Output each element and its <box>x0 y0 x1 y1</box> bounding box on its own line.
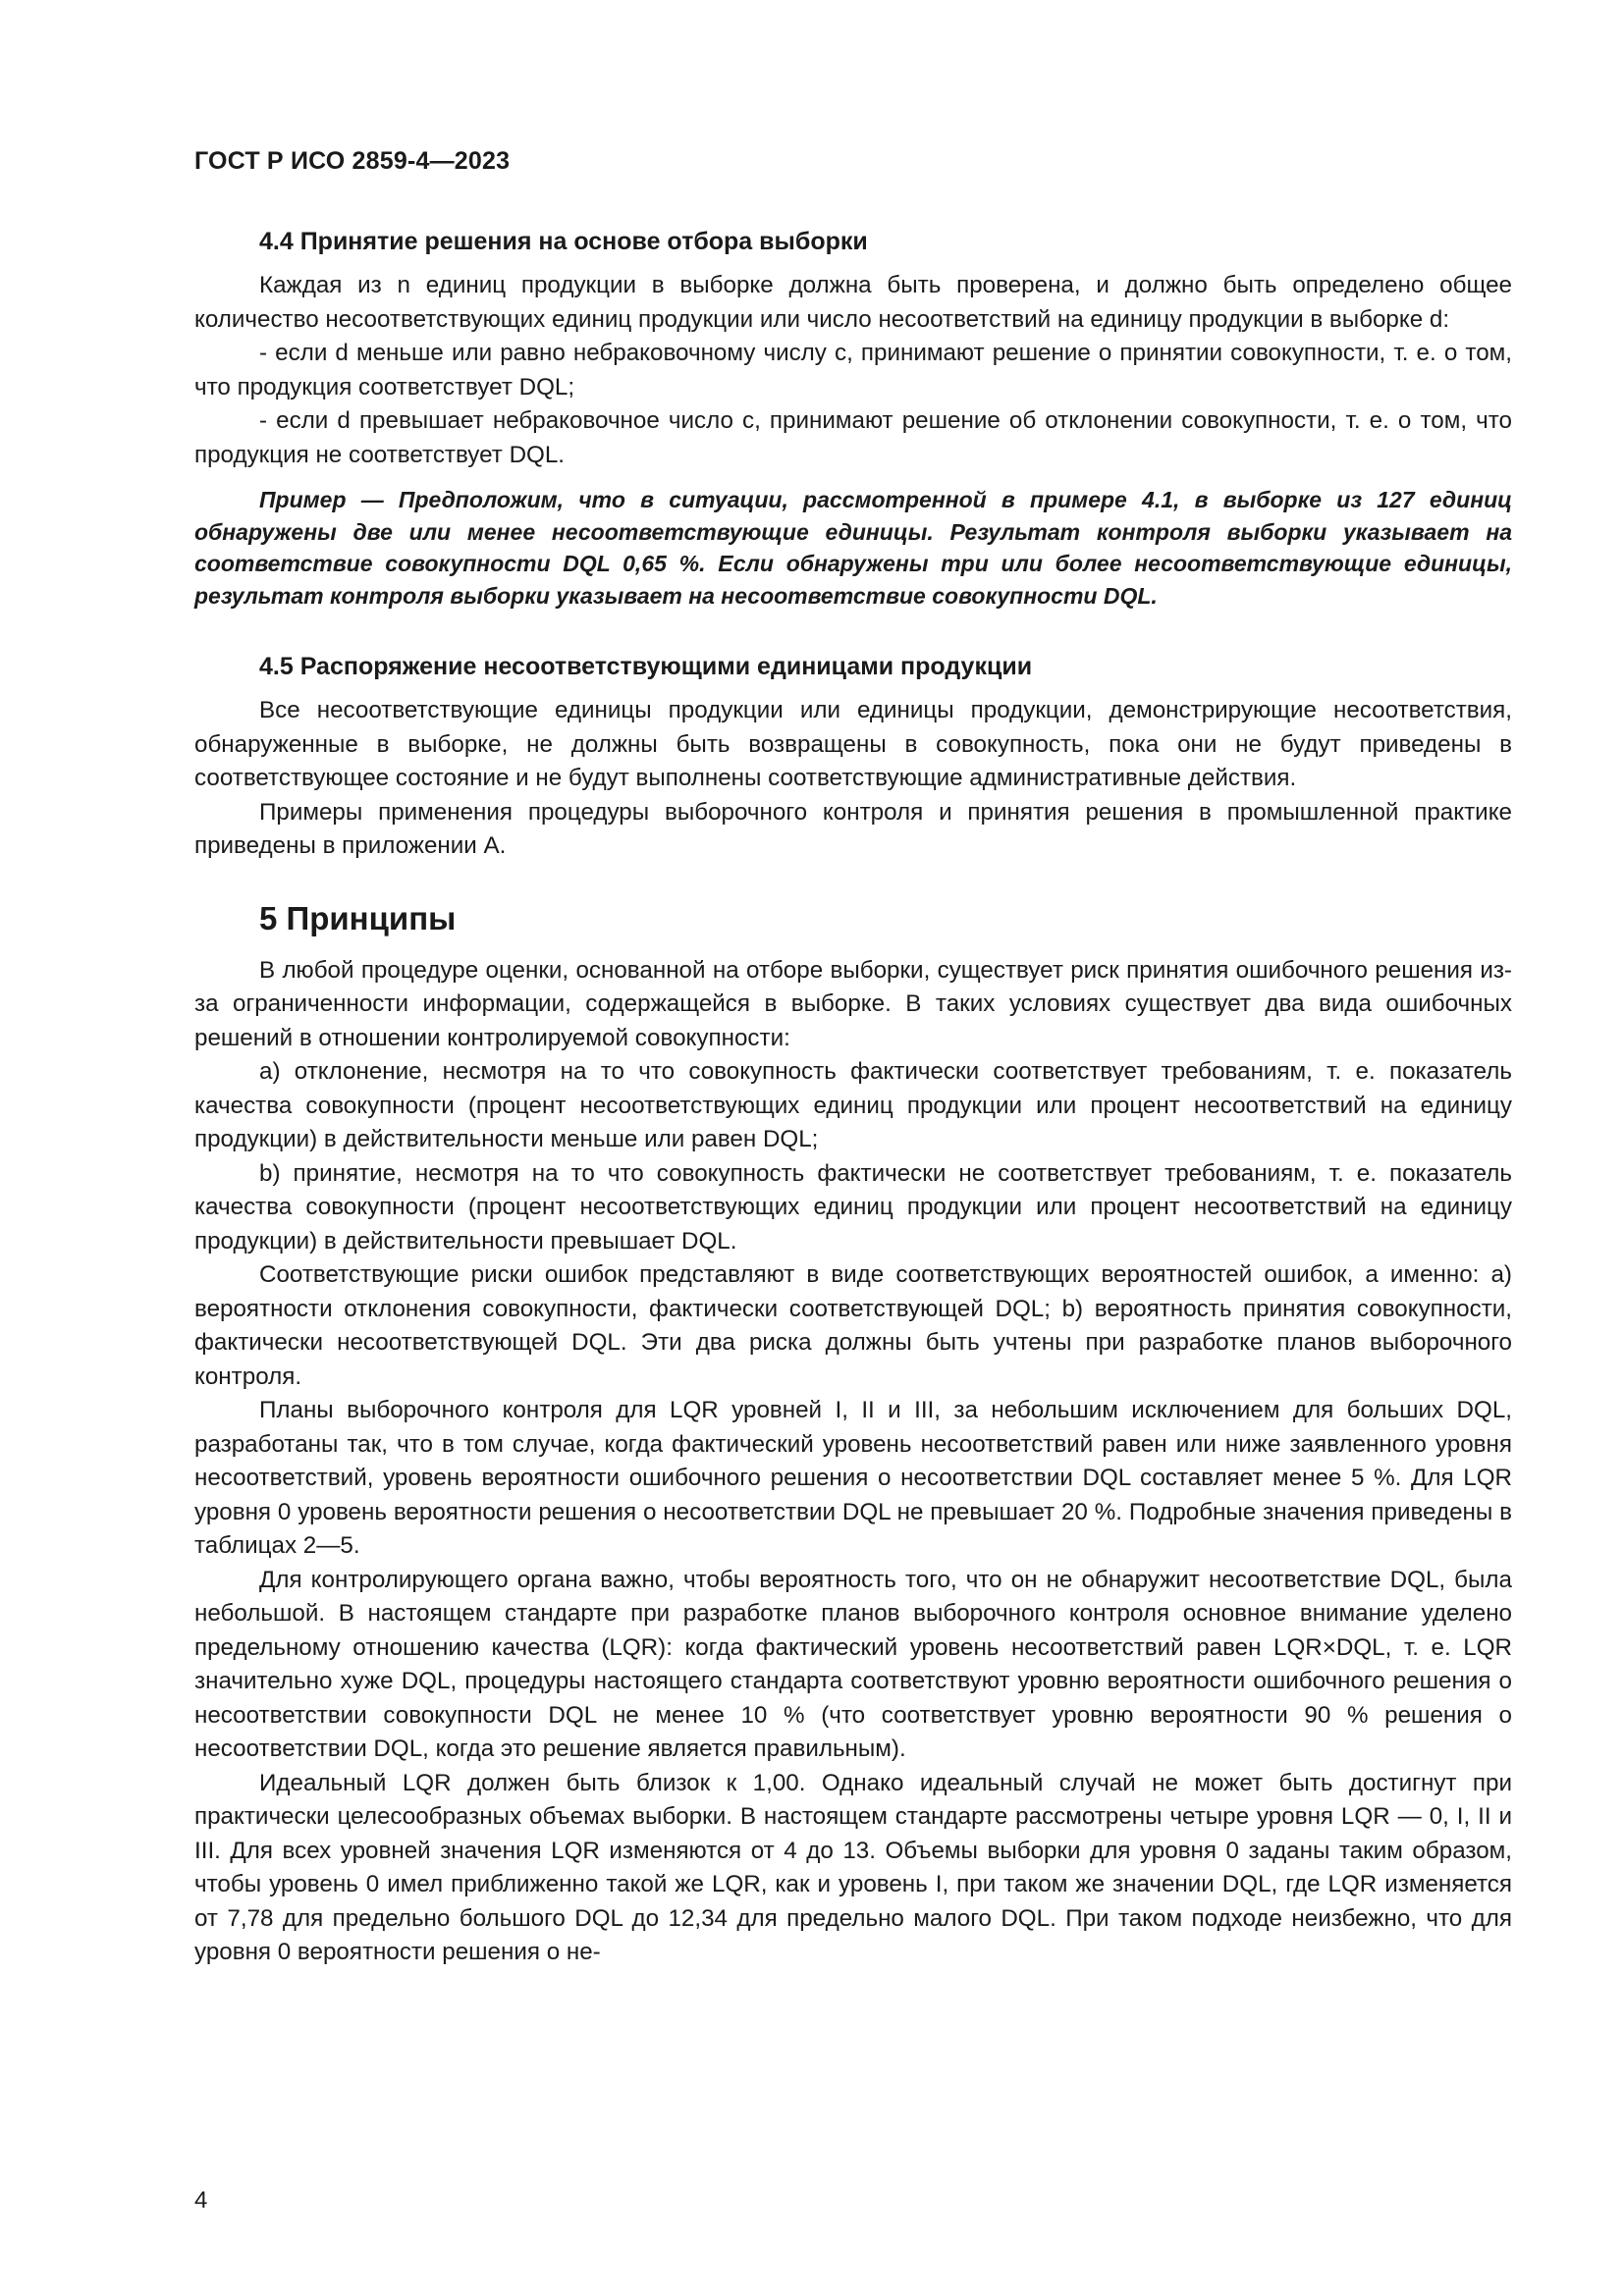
paragraph-5-intro: В любой процедуре оценки, основанной на отборе выборки, существует риск принятия ошибочного решения из-за ограниченности информации, содержащейся в выборке. В таких условиях существует два вида ошибочных решений в отношении контролируемой совокупности: <box>194 956 1512 1051</box>
paragraph-5-item-b: b) принятие, несмотря на то что совокупность фактически не соответствует требованиям, т. е. показатель качества совокупности (процент несоответствующих единиц продукции или процент несоответствий на единицу продукции) в действительности превышает DQL. <box>194 1159 1512 1255</box>
paragraph-5-risks: Соответствующие риски ошибок представляют в виде соответствующих вероятностей ошибок, а именно: a) вероятности отклонения совокупности, фактически соответствующей DQL; b) вероятность принятия совокупности, фактически несоответствующей DQL. Эти два риска должны быть учтены при разработке планов выборочного контроля. <box>194 1261 1512 1390</box>
paragraph-4-4-reject: - если d превышает небраковочное число c, принимают решение об отклонении совокупности, т. е. о том, что продукция не соответствует DQL. <box>194 407 1512 468</box>
page-number: 4 <box>194 2187 208 2214</box>
paragraph-4-5-examples: Примеры применения процедуры выборочного контроля и принятия решения в промышленной практике приведены в приложении А. <box>194 798 1512 859</box>
page-content <box>194 224 1512 1970</box>
paragraph-4-4-accept: - если d меньше или равно небраковочному числу c, принимают решение о принятии совокупности, т. е. о том, что продукция соответствует DQL; <box>194 340 1512 400</box>
paragraph-5-ideal-lqr: Идеальный LQR должен быть близок к 1,00. Однако идеальный случай не может быть достигнут при практически целесообразных объемах выборки. В настоящем стандарте рассмотрены четыре уровня LQR — 0, I, II и III. Для всех уровней значения LQR изменяются от 4 до 13. Объемы выборки для уровня 0 заданы таким образом, чтобы уровень 0 имел приближенно такой же LQR, как и уровень I, при таком же значении DQL, где LQR изменяется от 7,78 для предельно большого DQL до 12,34 для предельно малого DQL. При таком подходе неизбежно, что для уровня 0 вероятности решения о не- <box>194 1769 1512 1965</box>
subsection-title-4-5: 4.5 Распоряжение несоответствующими единицами продукции <box>259 653 1033 680</box>
paragraph-5-item-a: a) отклонение, несмотря на то что совокупность фактически соответствует требованиям, т. е. показатель качества совокупности (процент несоответствующих единиц продукции или процент несоответствий на единицу продукции) в действительности меньше или равен DQL; <box>194 1058 1512 1152</box>
subsection-title-4-4: 4.4 Принятие решения на основе отбора выборки <box>259 228 868 255</box>
paragraph-4-4-intro: Каждая из n единиц продукции в выборке должна быть проверена, и должно быть определено общее количество несоответствующих единиц продукции или число несоответствий на единицу продукции в выборке d: <box>194 272 1512 333</box>
section-title-5: 5 Принципы <box>259 899 457 936</box>
paragraph-5-plans: Планы выборочного контроля для LQR уровней I, II и III, за небольшим исключением для больших DQL, разработаны так, что в том случае, когда фактический уровень несоответствий равен или ниже заявленного уровня несоответствий, уровень вероятности ошибочного решения о несоответствии DQL составляет менее 5 %. Для LQR уровня 0 уровень вероятности решения о несоответствии DQL не превышает 20 %. Подробные значения приведены в таблицах 2—5. <box>194 1397 1512 1559</box>
paragraph-5-authority: Для контролирующего органа важно, чтобы вероятность того, что он не обнаружит несоответствие DQL, была небольшой. В настоящем стандарте при разработке планов выборочного контроля основное внимание уделено предельному отношению качества (LQR): когда фактический уровень несоответствий равен LQR×DQL, т. е. LQR значительно хуже DQL, процедуры настоящего стандарта соответствуют уровню вероятности ошибочного решения о несоответствии совокупности DQL не менее 10 % (что соответствует уровню вероятности 90 % решения о несоответствии DQL, когда это решение является правильным). <box>194 1566 1512 1762</box>
standard-code-header: ГОСТ Р ИСО 2859-4—2023 <box>194 147 511 175</box>
example-4-4: Пример — Предположим, что в ситуации, рассмотренной в примере 4.1, в выборке из 127 единиц обнаружены две или менее несоответствующие единицы. Результат контроля выборки указывает на соответствие совокупности DQL 0,65 %. Если обнаружены три или более несоответствующие единицы, результат контроля выборки указывает на несоответствие совокупности DQL. <box>194 487 1512 609</box>
paragraph-4-5-disposal: Все несоответствующие единицы продукции или единицы продукции, демонстрирующие несоответствия, обнаруженные в выборке, не должны быть возвращены в совокупность, пока они не будут приведены в соответствующее состояние и не будут выполнены соответствующие административные действия. <box>194 697 1512 791</box>
